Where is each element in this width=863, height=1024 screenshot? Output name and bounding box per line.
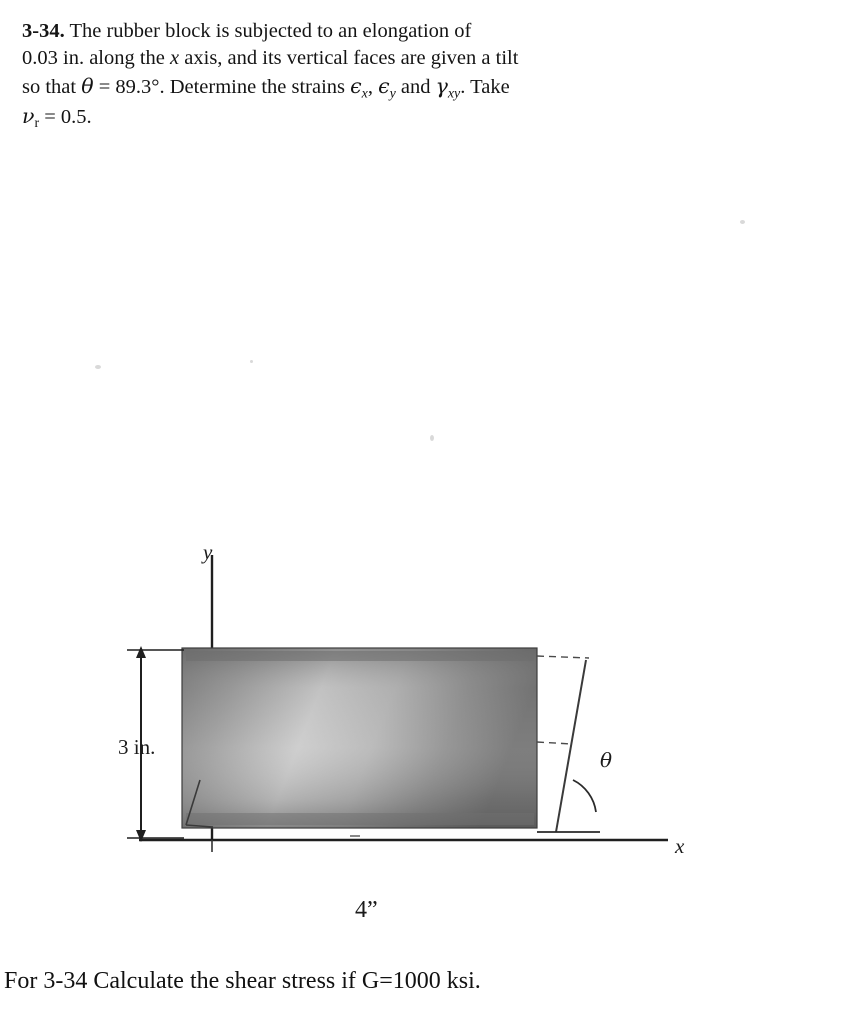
problem-line-3c: , [367,75,379,98]
problem-line-3b: = 89.3°. Determine the strains [93,75,351,98]
figure-rubber-block [0,480,863,940]
gamma-xy-symbol: γ [435,73,448,98]
scan-speck [95,365,101,369]
bottom-question: For 3-34 Calculate the shear stress if G=1000 ksi. [4,968,481,994]
problem-line-3d: and [395,75,436,98]
right-tilt-edge [556,660,586,832]
problem-number: 3-34. [22,20,65,42]
scan-speck [740,220,745,224]
epsilon-y-subscript: y [389,85,396,101]
problem-line-4b: = 0.5. [39,106,92,129]
figure-width-label: 4” [355,897,378,923]
epsilon-y-symbol: ϵ [378,73,390,98]
epsilon-x-symbol: ϵ [350,73,362,98]
x-axis-label: x [675,834,685,858]
top-extension-dashed [537,656,589,658]
problem-statement [22,18,842,134]
theta-angle-label: θ [600,748,613,772]
height-arrow-top [136,646,146,658]
block-bottom-band [186,813,534,825]
rubber-block-shading [182,648,537,828]
figure-svg [0,480,863,940]
theta-angle-arc [573,780,596,812]
y-axis-label: y [203,540,213,564]
gamma-xy-subscript: xy [447,85,461,101]
figure-height-label: 3 in. [118,735,156,759]
problem-line-3e: . Take [460,75,510,98]
problem-line-2b: axis, and its vertical faces are given a tilt [179,47,519,70]
problem-line-2a: 0.03 in. along the [22,47,171,70]
problem-line-3a: so that [22,75,82,98]
nu-subscript: r [34,116,40,132]
problem-line-1: The rubber block is subjected to an elongation of [69,20,472,42]
axis-x-italic: x [170,47,180,70]
scan-speck [430,435,434,441]
block-top-band [186,651,534,661]
epsilon-x-subscript: x [361,85,368,101]
mid-extension-dashed [537,742,572,744]
theta-symbol: θ [81,73,94,98]
scan-speck [250,360,253,363]
nu-symbol: ν [22,104,35,129]
